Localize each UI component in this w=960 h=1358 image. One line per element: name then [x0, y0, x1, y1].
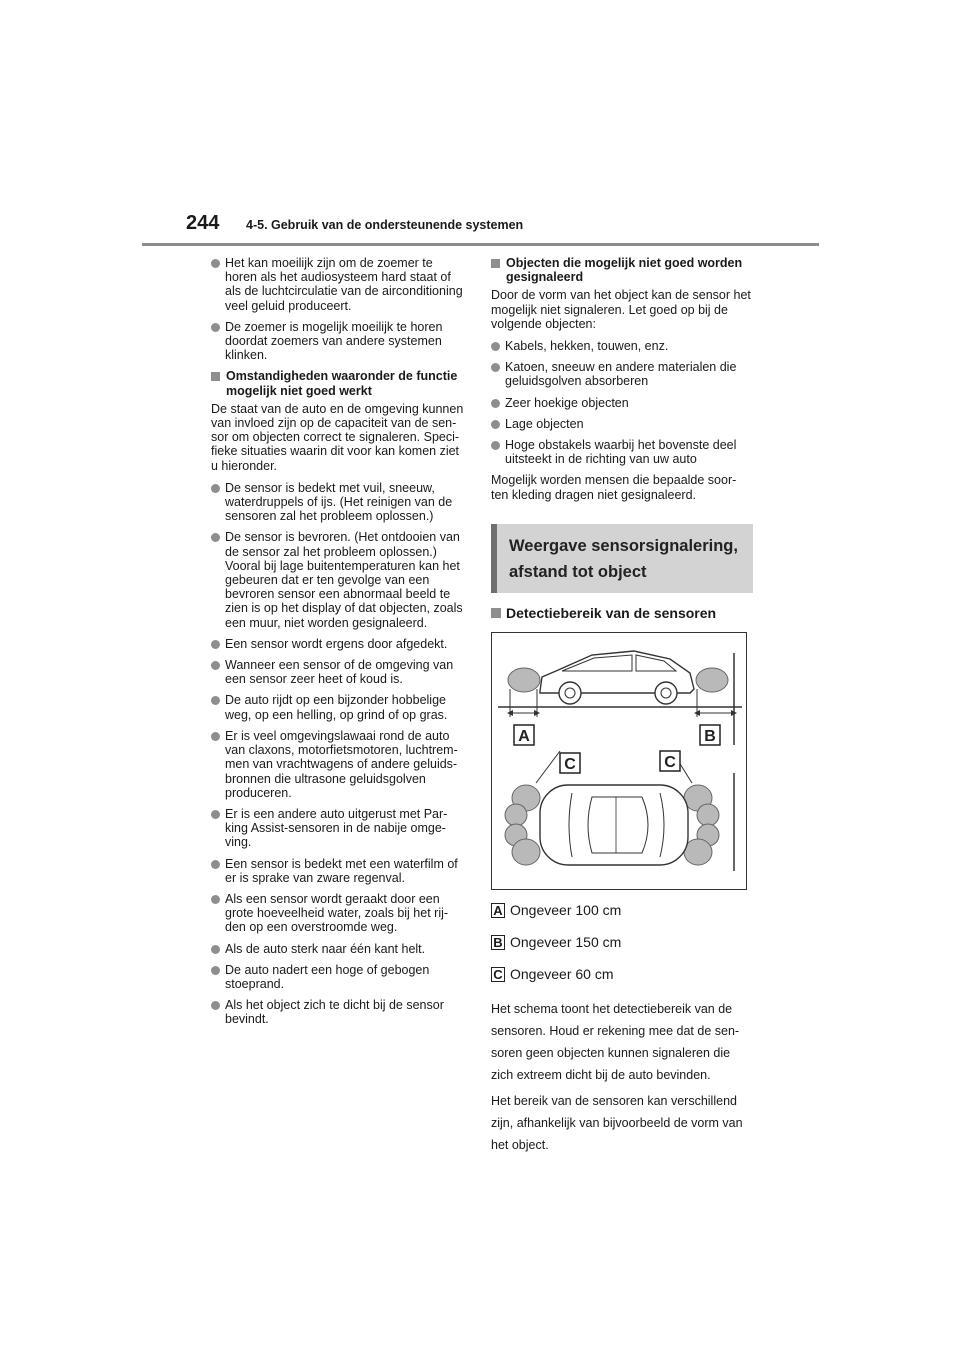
list-item	[211, 320, 467, 363]
list-item	[491, 396, 753, 410]
bullet-text: Lage objecten	[505, 416, 584, 431]
legend-row-b	[491, 934, 753, 951]
subhead-text: Objecten die mogelijk niet goed worden gesignaleerd	[506, 256, 743, 285]
section-title-line1: Weergave sensorsignalering,	[509, 536, 738, 555]
list-item	[211, 857, 467, 885]
bullet-icon	[211, 484, 220, 493]
bullet-text: De sensor is bedekt met vuil, sneeuw, waterdruppels of ijs. (Het reinigen van de sensoren zal het probleem oplossen.)	[225, 480, 453, 524]
header-rule	[142, 243, 819, 246]
bullet-icon	[211, 966, 220, 975]
section-title	[491, 524, 753, 593]
list-item	[211, 807, 467, 850]
svg-text:C: C	[664, 753, 676, 771]
bullet-icon	[211, 895, 220, 904]
bullet-text: Er is een andere auto uitgerust met Par-king Assist-sensoren in de nabije omge-ving.	[225, 806, 448, 850]
subhead-detection-range	[491, 605, 753, 622]
legend-letter: A	[491, 903, 505, 918]
bullet-text: De auto rijdt op een bijzonder hobbelige weg, op een helling, op grind of op gras.	[225, 693, 448, 722]
list-item	[211, 729, 467, 800]
bullet-icon	[211, 533, 220, 542]
subhead-text: Omstandigheden waaronder de functie mogelijk niet goed werkt	[226, 369, 458, 398]
square-bullet-icon	[491, 608, 501, 618]
bullet-icon	[211, 860, 220, 869]
bullet-icon	[211, 640, 220, 649]
square-bullet-icon	[491, 259, 500, 268]
list-item	[211, 998, 467, 1026]
bullet-text: Als het object zich te dicht bij de sensor bevindt.	[225, 998, 444, 1027]
legend-row-a	[491, 902, 753, 919]
list-item	[211, 256, 467, 313]
paragraph: De staat van de auto en de omgeving kunnen van invloed zijn op de capaciteit van de sen-sor om objecten correct te signaleren. Speci-fieke situaties waarin dit voor kan komen ziet u hieronder.	[211, 401, 464, 473]
bullet-icon	[491, 342, 500, 351]
paragraph: Mogelijk worden mensen die bepaalde soor-ten kleding dragen niet gesignaleerd.	[491, 473, 737, 502]
legend-row-c	[491, 966, 753, 983]
legend-text: Ongeveer 150 cm	[510, 933, 622, 950]
diagram-svg	[492, 633, 746, 889]
body-paragraph: Het bereik van de sensoren kan verschillend zijn, afhankelijk van bijvoorbeeld de vorm van het object.	[491, 1093, 743, 1152]
bullet-icon	[491, 420, 500, 429]
bullet-icon	[211, 259, 220, 268]
list-item	[211, 637, 467, 651]
bullet-icon	[211, 1001, 220, 1010]
bullet-text: De sensor is bevroren. (Het ontdooien van de sensor zal het probleem oplossen.) Vooral bij lage buitentemperaturen kan het gebeuren dat er ten gevolge van een bevroren sensor een abnormaal beeld te zien is op het display of dat objecten, zoals een muur, niet worden gesignaleerd.	[225, 530, 463, 630]
body-paragraph: Het schema toont het detectiebereik van de sensoren. Houd er rekening mee dat de sen-soren geen objecten kunnen signaleren die zich extreem dicht bij de auto bevinden.	[491, 1001, 740, 1082]
bullet-text: Kabels, hekken, touwen, enz.	[505, 339, 669, 354]
bullet-icon	[211, 661, 220, 670]
bullet-text: Wanneer een sensor of de omgeving van een sensor zeer heet of koud is.	[225, 658, 454, 687]
bullet-icon	[211, 945, 220, 954]
list-item	[491, 339, 753, 353]
subhead-text: Detectiebereik van de sensoren	[506, 604, 717, 621]
bullet-icon	[211, 696, 220, 705]
legend-letter: B	[491, 935, 505, 950]
legend-letter: C	[491, 967, 505, 982]
bullet-text: Hoge obstakels waarbij het bovenste deel uitsteekt in de richting van uw auto	[505, 438, 737, 467]
page-number: 244	[186, 212, 220, 234]
bullet-text: Als een sensor wordt geraakt door een grote hoeveelheid water, zoals bij het rij-den op een overstroomde weg.	[225, 891, 449, 935]
list-item	[491, 438, 753, 466]
list-item	[211, 892, 467, 935]
bullet-text: Het kan moeilijk zijn om de zoemer te horen als het audiosysteem hard staat of als de luchtcirculatie van de airconditioning veel geluid produceert.	[225, 256, 463, 313]
label-c-right	[660, 751, 680, 771]
list-item	[211, 693, 467, 721]
label-b	[700, 725, 720, 745]
bullet-icon	[211, 732, 220, 741]
bullet-icon	[211, 323, 220, 332]
car-top-icon	[540, 785, 688, 865]
list-item	[211, 942, 467, 956]
square-bullet-icon	[211, 372, 220, 381]
svg-text:C: C	[564, 755, 576, 773]
list-item	[491, 360, 753, 388]
legend-text: Ongeveer 100 cm	[510, 901, 622, 918]
list-item	[211, 530, 467, 629]
legend-text: Ongeveer 60 cm	[510, 965, 614, 982]
detection-range-diagram	[491, 632, 747, 890]
bullet-text: Een sensor wordt ergens door afgedekt.	[225, 636, 448, 651]
list-item	[491, 417, 753, 431]
svg-text:B: B	[704, 727, 716, 745]
subhead-conditions	[211, 369, 467, 397]
bullet-text: Er is veel omgevingslawaai rond de auto van claxons, motorfietsmotoren, luchtrem-men van vrachtwagens of andere geluids-bronnen die ultrasone geluidsgolven produceren.	[225, 728, 458, 800]
label-a	[514, 725, 534, 745]
label-c-left	[560, 753, 580, 773]
list-item	[211, 658, 467, 686]
bullet-icon	[211, 810, 220, 819]
bullet-text: Als de auto sterk naar één kant helt.	[225, 941, 426, 956]
bullet-text: Een sensor is bedekt met een waterfilm of er is sprake van zware regenval.	[225, 856, 458, 885]
bullet-text: Zeer hoekige objecten	[505, 395, 629, 410]
subhead-objects	[491, 256, 753, 284]
car-side-icon	[540, 651, 694, 704]
right-column	[491, 256, 753, 1160]
running-title: 4-5. Gebruik van de ondersteunende systemen	[246, 218, 524, 232]
bullet-icon	[491, 441, 500, 450]
bullet-icon	[491, 399, 500, 408]
bullet-icon	[491, 363, 500, 372]
list-item	[211, 481, 467, 524]
paragraph: Door de vorm van het object kan de sensor het mogelijk niet signaleren. Let goed op bij de volgende objecten:	[491, 288, 751, 331]
svg-text:A: A	[518, 727, 530, 745]
bullet-text: De auto nadert een hoge of gebogen stoeprand.	[225, 962, 430, 991]
bullet-text: De zoemer is mogelijk moeilijk te horen doordat zoemers van andere systemen klinken.	[225, 319, 443, 363]
section-title-line2: afstand tot object	[509, 562, 647, 581]
left-column	[211, 256, 467, 1034]
list-item	[211, 963, 467, 991]
bullet-text: Katoen, sneeuw en andere materialen die geluidsgolven absorberen	[505, 360, 737, 389]
